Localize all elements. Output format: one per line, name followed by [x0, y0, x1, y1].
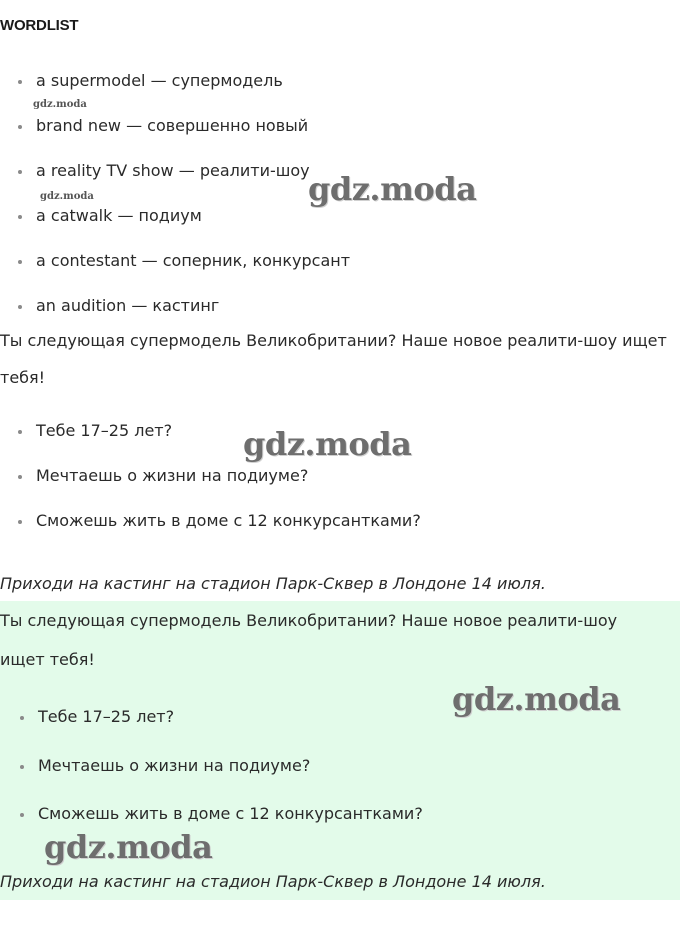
watermark-logo: gdz.moda: [44, 828, 213, 866]
ad-question: Мечтаешь о жизни на подиуме?: [36, 466, 309, 485]
answer-question: Тебе 17–25 лет?: [38, 707, 175, 726]
wordlist-item: a contestant — соперник, конкурсант: [36, 251, 351, 270]
wordlist-item: a catwalk — подиум: [36, 206, 202, 225]
watermark-logo: gdz.moda: [243, 425, 412, 463]
wordlist-item: an audition — кастинг: [36, 296, 220, 315]
answer-question: Мечтаешь о жизни на подиуме?: [38, 756, 311, 775]
answer-question: Сможешь жить в доме с 12 конкурсантками?: [38, 804, 423, 823]
ad-closing: Приходи на кастинг на стадион Парк-Сквер в Лондоне 14 июля.: [0, 574, 546, 593]
watermark-logo: gdz.moda: [40, 191, 94, 202]
wordlist-item: brand new — совершенно новый: [36, 116, 309, 135]
ad-question: Тебе 17–25 лет?: [36, 421, 173, 440]
ad-intro-line-2: тебя!: [0, 368, 46, 387]
wordlist-heading: WORDLIST: [0, 17, 79, 34]
answer-closing: Приходи на кастинг на стадион Парк-Сквер в Лондоне 14 июля.: [0, 872, 546, 891]
answer-intro-line-1: Ты следующая супермодель Великобритании? Наше новое реалити-шоу: [0, 611, 618, 630]
wordlist-item: a supermodel — супермодель: [36, 71, 283, 90]
ad-question: Сможешь жить в доме с 12 конкурсантками?: [36, 511, 421, 530]
wordlist-item: a reality TV show — реалити-шоу: [36, 161, 310, 180]
watermark-logo: gdz.moda: [308, 170, 477, 208]
answer-intro-line-2: ищет тебя!: [0, 650, 95, 669]
watermark-logo: gdz.moda: [452, 680, 621, 718]
watermark-logo: gdz.moda: [33, 99, 87, 110]
ad-intro-line-1: Ты следующая супермодель Великобритании? Наше новое реалити-шоу ищет: [0, 331, 667, 350]
